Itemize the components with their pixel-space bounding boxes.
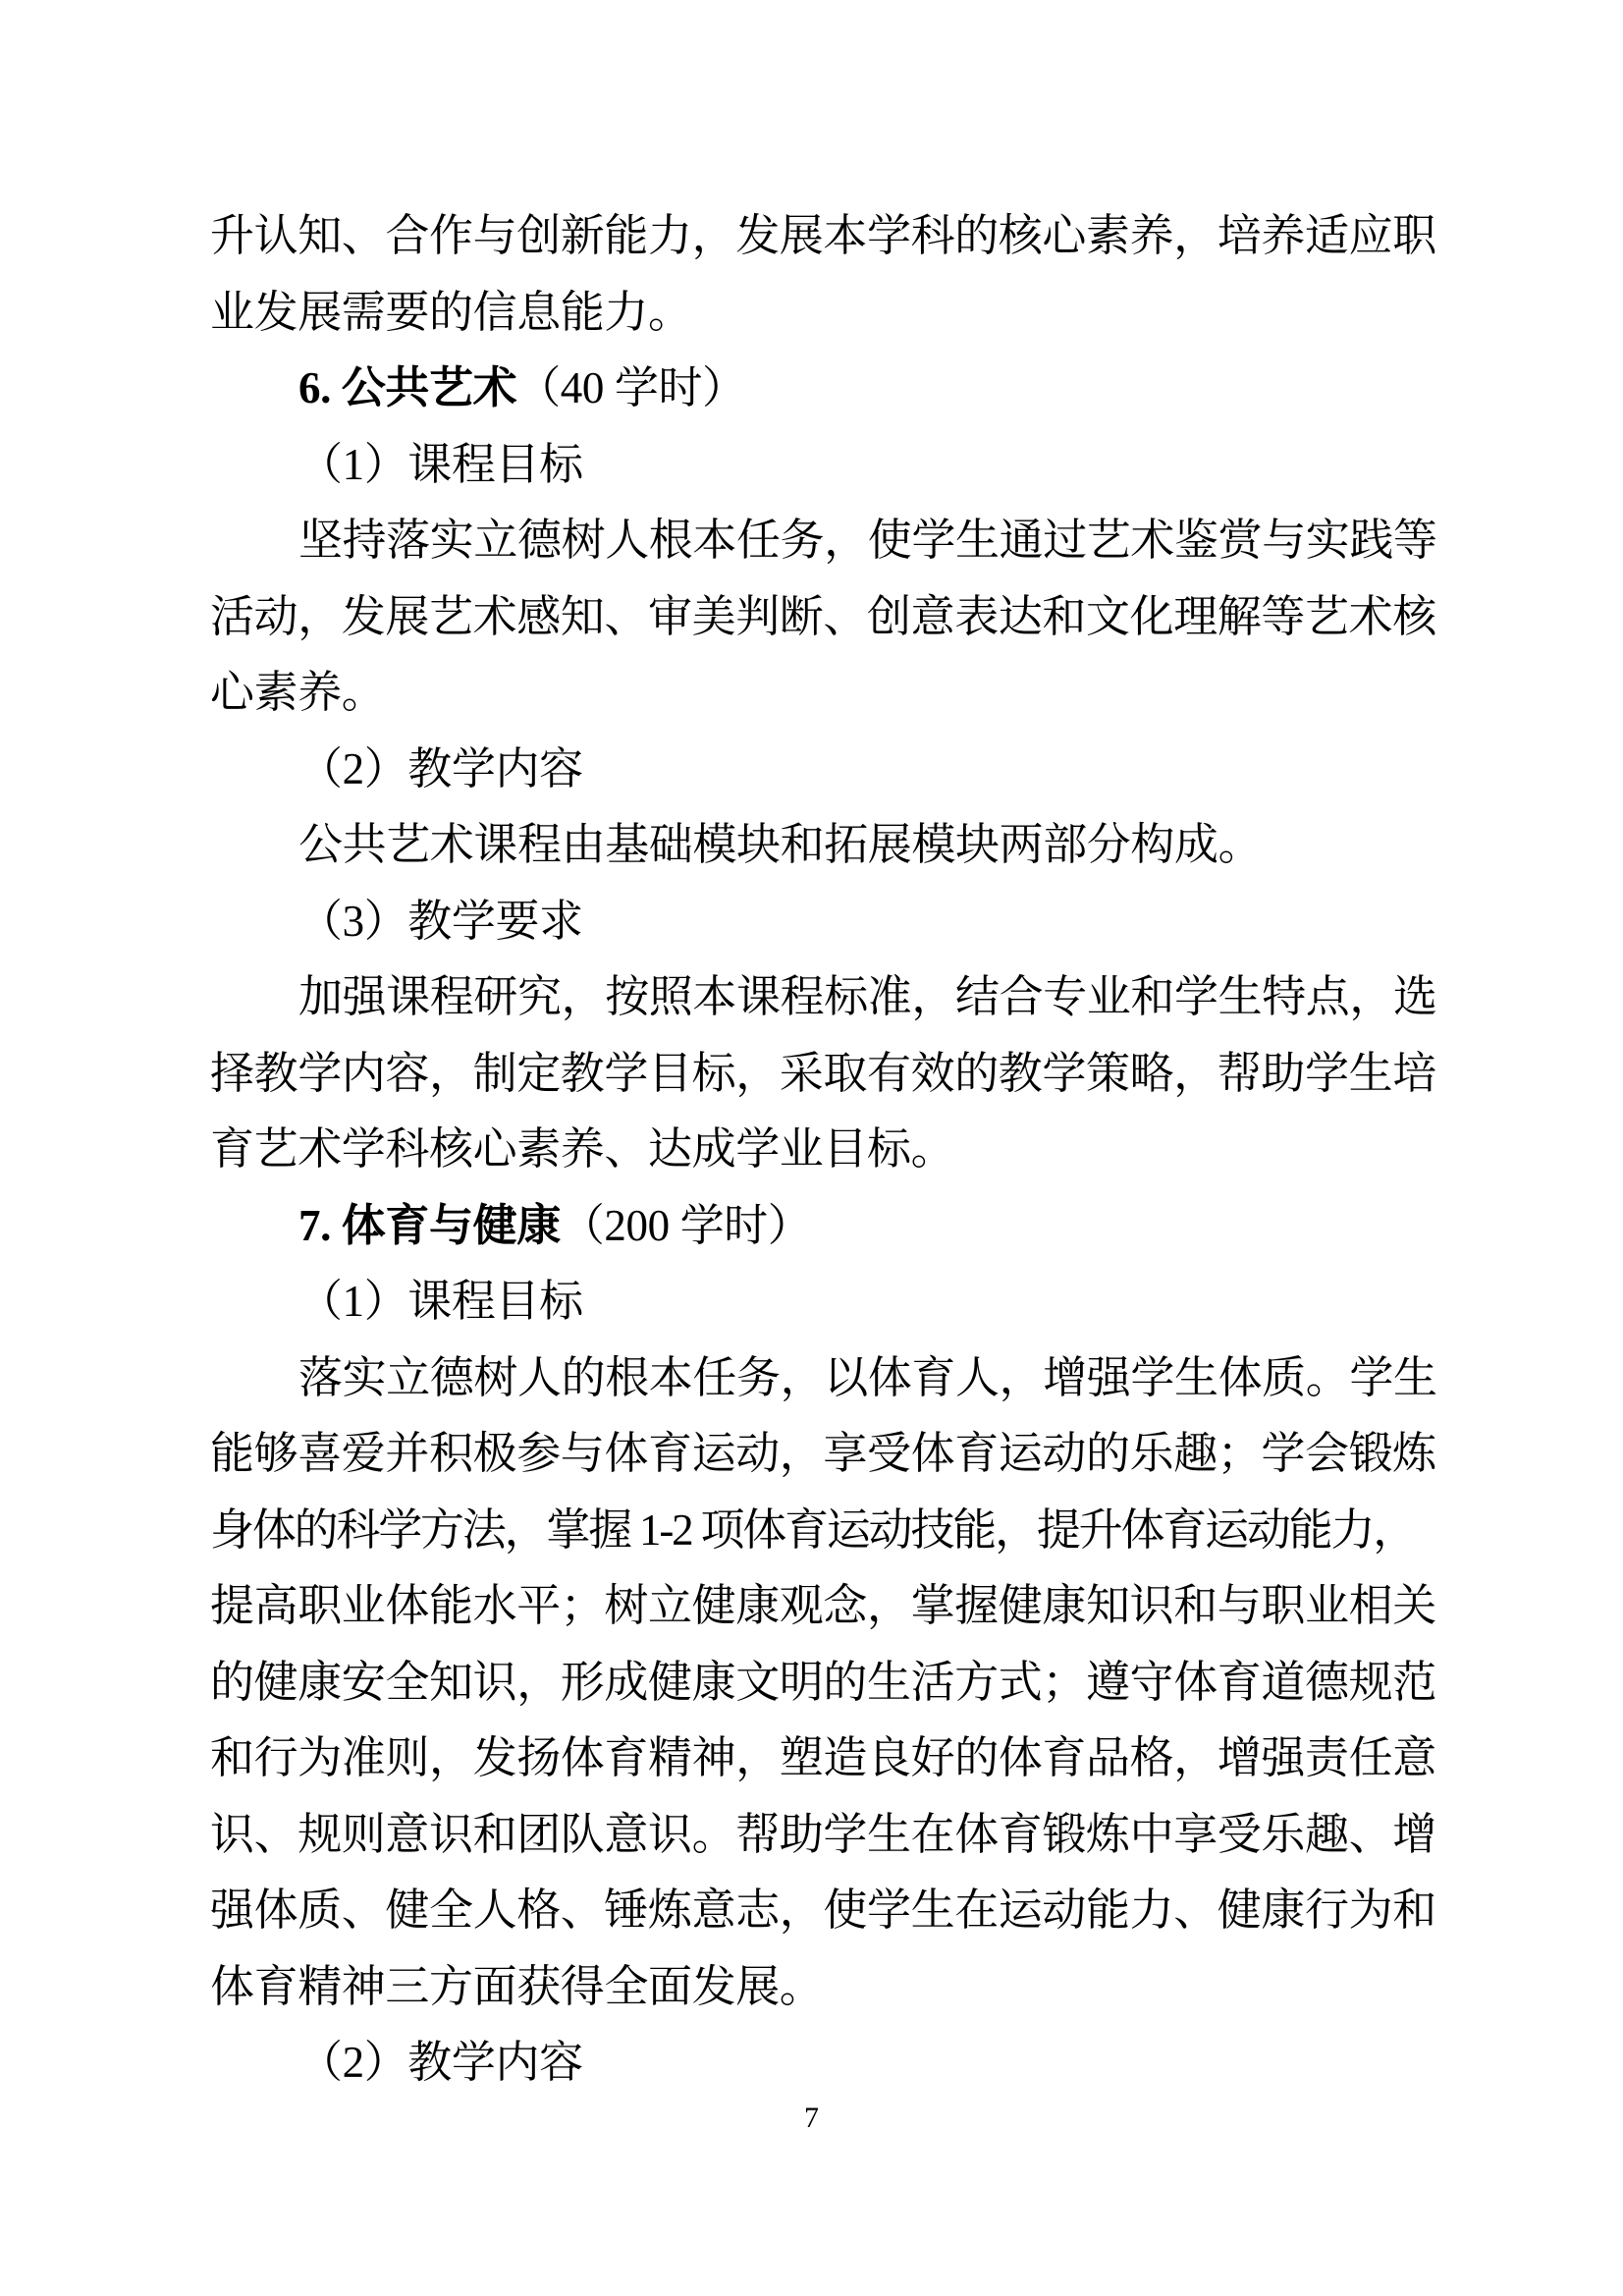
text-line: 活动，发展艺术感知、审美判断、创意表达和文化理解等艺术核 — [210, 591, 1436, 641]
page-number: 7 — [804, 2102, 819, 2134]
document-body — [210, 198, 1439, 2102]
section-heading-hours: （200 学时） — [560, 1200, 812, 1250]
section-heading-title: 6. 公共艺术 — [298, 363, 517, 412]
subsection-heading: （1）课程目标 — [298, 439, 583, 489]
text-line: 择教学内容，制定教学目标，采取有效的教学策略，帮助学生培 — [210, 1048, 1436, 1098]
text-line: 强体质、健全人格、锤炼意志，使学生在运动能力、健康行为和 — [210, 1886, 1436, 1935]
section-heading-public-art — [210, 351, 1439, 427]
text-line: 和行为准则，发扬体育精神，塑造良好的体育品格，增强责任意 — [210, 1733, 1436, 1782]
subsection-heading: （2）教学内容 — [298, 2038, 583, 2087]
section-heading-title: 7. 体育与健康 — [298, 1200, 561, 1250]
text-line: 业发展需要的信息能力。 — [210, 287, 692, 337]
text-line: 提高职业体能水平；树立健康观念，掌握健康知识和与职业相关 — [210, 1581, 1436, 1630]
section-heading-hours: （40 学时） — [516, 363, 746, 412]
text-line: 坚持落实立德树人根本任务，使学生通过艺术鉴赏与实践等 — [298, 516, 1437, 565]
section-heading-pe-health — [210, 1188, 1439, 1265]
text-line: 落实立德树人的根本任务，以体育人，增强学生体质。学生 — [298, 1352, 1437, 1402]
text-line: 心素养。 — [210, 668, 386, 717]
text-line: 育艺术学科核心素养、达成学业目标。 — [210, 1124, 955, 1174]
text-line: 公共艺术课程由基础模块和拓展模块两部分构成。 — [298, 820, 1263, 869]
subsection-heading: （1）课程目标 — [298, 1277, 583, 1326]
text-line: 体育精神三方面获得全面发展。 — [210, 1961, 824, 2011]
subsection-heading: （3）教学要求 — [298, 896, 583, 946]
subsection-heading: （2）教学内容 — [298, 743, 583, 793]
text-line: 的健康安全知识，形成健康文明的生活方式；遵守体育道德规范 — [210, 1657, 1436, 1707]
text-line: 身体的科学方法，掌握 1-2 项体育运动技能，提升体育运动能力， — [210, 1504, 1416, 1555]
text-line: 能够喜爱并积极参与体育运动，享受体育运动的乐趣；学会锻炼 — [210, 1429, 1436, 1478]
text-line: 识、规则意识和团队意识。帮助学生在体育锻炼中享受乐趣、增 — [210, 1809, 1436, 1859]
text-line: 加强课程研究，按照本课程标准，结合专业和学生特点，选 — [298, 972, 1437, 1021]
text-line: 升认知、合作与创新能力，发展本学科的核心素养，培养适应职 — [210, 211, 1436, 260]
